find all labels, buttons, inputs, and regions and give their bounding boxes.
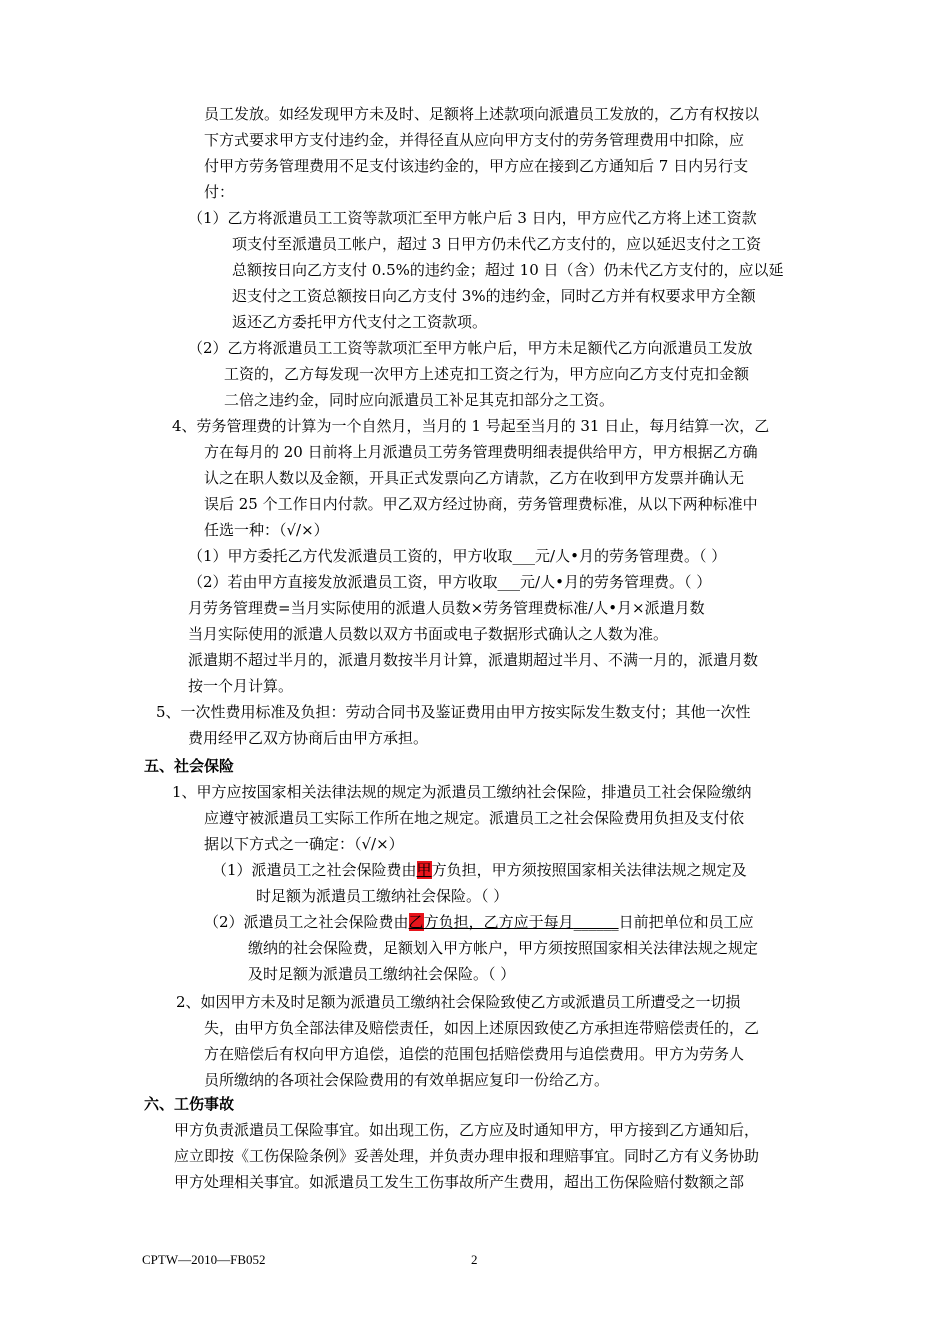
party-highlight: 甲 — [416, 861, 432, 879]
text-line: 甲方负责派遣员工保险事宜。如出现工伤，乙方应及时通知甲方，甲方接到乙方通知后， — [174, 1121, 760, 1139]
text-line: 应立即按《工伤保险条例》妥善处理，并负责办理申报和理赔事宜。同时乙方有义务协助 — [174, 1147, 760, 1165]
text-line: 返还乙方委托甲方代支付之工资款项。 — [232, 313, 488, 331]
insurance-option-2-text: （2）派遣员工之社会保险费由 — [204, 913, 409, 931]
insurance-option-1-text: （1）派遣员工之社会保险费由 — [212, 861, 417, 879]
text-line: 方在每月的 20 日前将上月派遣员工劳务管理费明细表提供给甲方，甲方根据乙方确 — [204, 443, 758, 461]
document-code: CPTW—2010—FB052 — [142, 1252, 266, 1267]
fee-option-1-text: （1）甲方委托乙方代发派遣员工资的，甲方收取 — [188, 547, 513, 565]
text-line: 月劳务管理费=当月实际使用的派遣人员数×劳务管理费标准/人•月×派遣月数 — [188, 599, 705, 617]
text-line: 当月实际使用的派遣人员数以双方书面或电子数据形式确认之人数为准。 — [188, 625, 669, 643]
text-line: 5、一次性费用标准及负担：劳动合同书及鉴证费用由甲方按实际发生数支付；其他一次性 — [156, 703, 751, 721]
text-line: 派遣期不超过半月的，派遣月数按半月计算，派遣期超过半月、不满一月的，派遣月数 — [188, 651, 759, 669]
text-line: 付： — [204, 183, 235, 201]
text-line: 工资的，乙方每发现一次甲方上述克扣工资之行为，甲方应向乙方支付克扣金额 — [224, 365, 750, 383]
text-line: （1）乙方将派遣员工工资等款项汇至甲方帐户后 3 日内，甲方应代乙方将上述工资款 — [188, 209, 757, 227]
text-line: 总额按日向乙方支付 0.5%的违约金；超过 10 日（含）仍未代乙方支付的，应以延 — [232, 261, 784, 279]
fee-option-1 — [188, 546, 726, 566]
section-heading: 六、工伤事故 — [144, 1095, 235, 1113]
insurance-option-2-tail: 日前把单位和员工应 — [618, 913, 754, 931]
text-line: 费用经甲乙双方协商后由甲方承担。 — [188, 729, 429, 747]
text-line: 迟支付之工资总额按日向乙方支付 3%的违约金，同时乙方并有权要求甲方全额 — [232, 287, 756, 305]
text-line: 下方式要求甲方支付违约金，并得径直从应向甲方支付的劳务管理费用中扣除，应 — [204, 131, 745, 149]
text-line: 失，由甲方负全部法律及赔偿责任，如因上述原因致使乙方承担连带赔偿责任的，乙 — [204, 1019, 760, 1037]
insurance-option-2 — [204, 912, 754, 932]
party-highlight: 乙 — [408, 913, 424, 931]
text-line: 方在赔偿后有权向甲方追偿，追偿的范围包括赔偿费用与追偿费用。甲方为劳务人 — [204, 1045, 745, 1063]
text-line: 缴纳的社会保险费，足额划入甲方帐户，甲方须按照国家相关法律法规之规定 — [248, 939, 759, 957]
text-line: 员工发放。如经发现甲方未及时、足额将上述款项向派遣员工发放的，乙方有权按以 — [204, 105, 760, 123]
text-line: 应遵守被派遣员工实际工作所在地之规定。派遣员工之社会保险费用负担及支付依 — [204, 809, 745, 827]
fee-option-2-text: （2）若由甲方直接发放派遣员工资，甲方收取 — [188, 573, 498, 591]
text-line: 任选一种：（√/×） — [204, 521, 329, 539]
fee-option-1-tail: 元/人•月的劳务管理费。（ ） — [535, 547, 727, 565]
text-line: 员所缴纳的各项社会保险费用的有效单据应复印一份给乙方。 — [204, 1071, 610, 1089]
text-line: 项支付至派遣员工帐户，超过 3 日甲方仍未代乙方支付的，应以延迟支付之工资 — [232, 235, 762, 253]
text-line: 2、如因甲方未及时足额为派遣员工缴纳社会保险致使乙方或派遣员工所遭受之一切损 — [176, 993, 741, 1011]
text-line: 认之在职人数以及金额，开具正式发票向乙方请款，乙方在收到甲方发票并确认无 — [204, 469, 745, 487]
text-line: 时足额为派遣员工缴纳社会保险。（ ） — [256, 887, 509, 905]
insurance-option-2-mid: 方负担，乙方应于每月 — [423, 913, 574, 931]
fee-blank[interactable]: ___ — [512, 547, 536, 565]
fee-option-2-tail: 元/人•月的劳务管理费。（ ） — [520, 573, 712, 591]
insurance-option-1 — [212, 860, 747, 880]
text-line: （2）乙方将派遣员工工资等款项汇至甲方帐户后，甲方未足额代乙方向派遣员工发放 — [188, 339, 753, 357]
section-heading: 五、社会保险 — [144, 757, 235, 775]
text-line: 1、甲方应按国家相关法律法规的规定为派遣员工缴纳社会保险，排遣员工社会保险缴纳 — [172, 783, 752, 801]
insurance-option-1-tail: 方负担，甲方须按照国家相关法律法规之规定及 — [431, 861, 747, 879]
fee-option-2 — [188, 572, 711, 592]
day-blank[interactable]: ______ — [573, 913, 619, 931]
text-line: 按一个月计算。 — [188, 677, 294, 695]
text-line: 甲方处理相关事宜。如派遣员工发生工伤事故所产生费用，超出工伤保险赔付数额之部 — [174, 1173, 745, 1191]
text-line: 4、劳务管理费的计算为一个自然月，当月的 1 号起至当月的 31 日止，每月结算一次，乙 — [172, 417, 770, 435]
text-line: 据以下方式之一确定：（√/×） — [204, 835, 404, 853]
fee-blank[interactable]: ___ — [497, 573, 521, 591]
page-number: 2 — [471, 1252, 478, 1267]
text-line: 二倍之违约金，同时应向派遣员工补足其克扣部分之工资。 — [224, 391, 615, 409]
text-line: 付甲方劳务管理费用不足支付该违约金的，甲方应在接到乙方通知后 7 日内另行支 — [204, 157, 749, 175]
text-line: 误后 25 个工作日内付款。甲乙双方经过协商，劳务管理费标准，从以下两种标准中 — [204, 495, 758, 513]
text-line: 及时足额为派遣员工缴纳社会保险。（ ） — [248, 965, 516, 983]
